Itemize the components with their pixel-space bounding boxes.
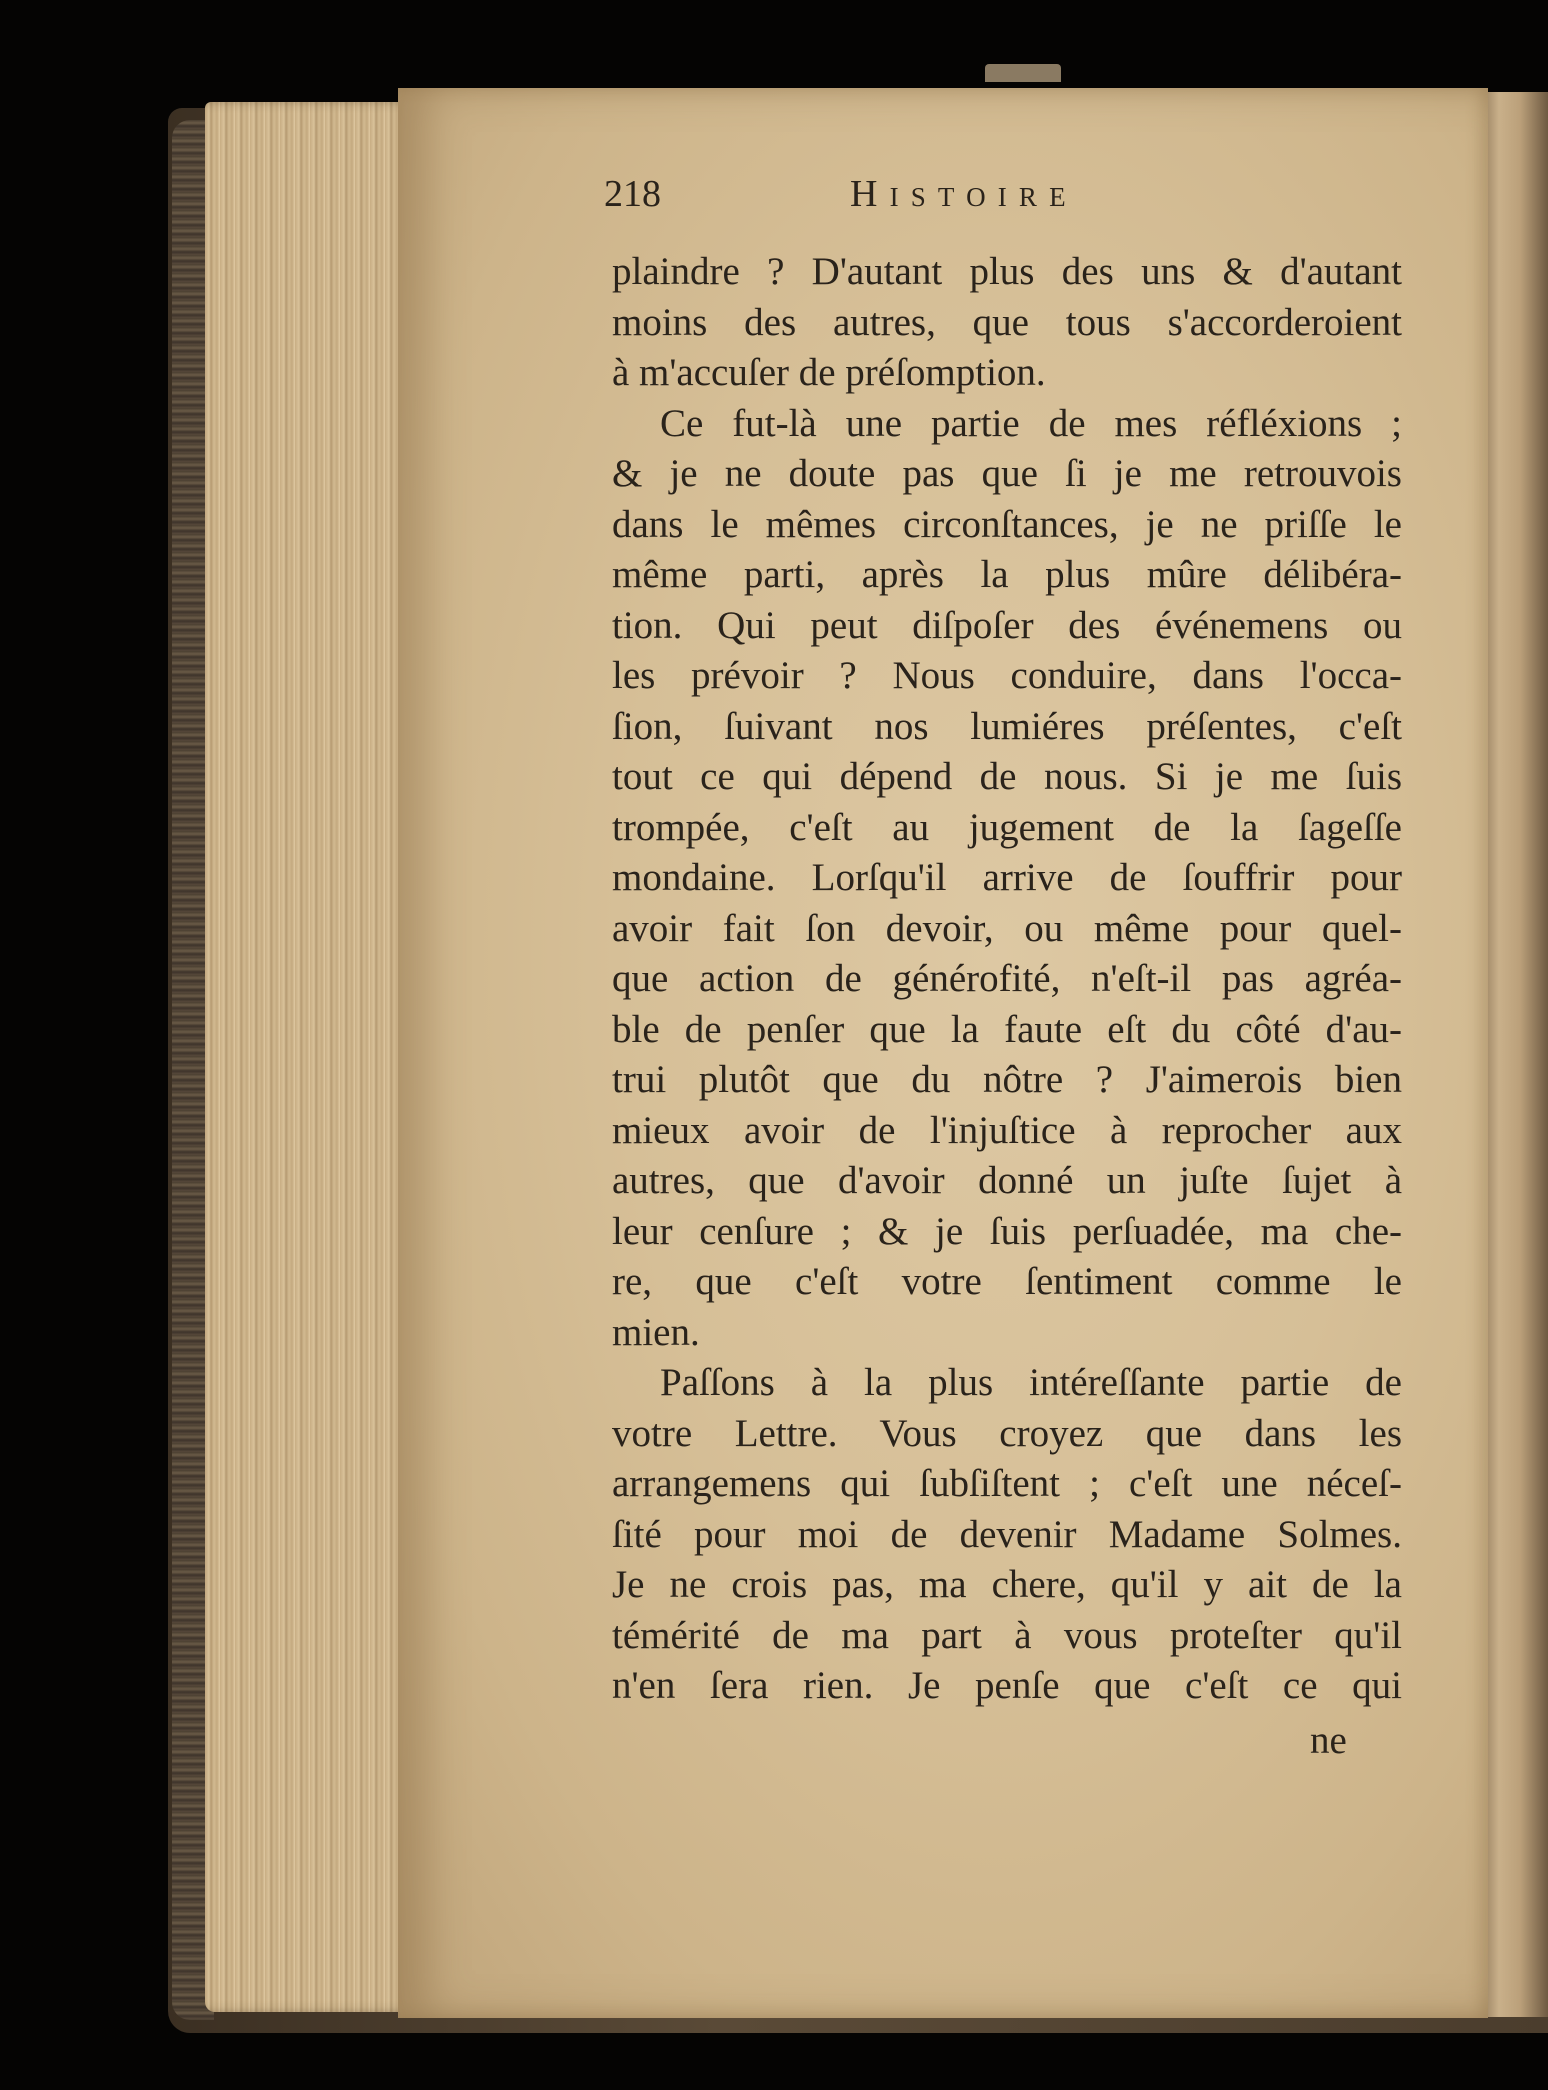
page-header: Histoire	[850, 173, 1078, 215]
running-head	[604, 172, 1394, 222]
text-line: Ce fut-là une partie de mes réfléxions ;	[660, 401, 1402, 445]
text-line: trui plutôt que du nôtre ? J'aimerois bien	[612, 1058, 1402, 1101]
text-line: trompée, c'eſt au jugement de la ſageſſe	[612, 805, 1402, 849]
text-line: avoir fait ſon devoir, ou même pour quel-	[612, 906, 1402, 950]
text-line: ſion, ſuivant nos lumiéres préſentes, c'eſt	[612, 704, 1402, 748]
text-line: tion. Qui peut diſpoſer des événemens ou	[612, 603, 1402, 647]
text-line: moins des autres, que tous s'accorderoient	[612, 300, 1402, 344]
text-line: que action de générofité, n'eſt-il pas agréa-	[612, 957, 1402, 1000]
text-line: à m'accuſer de préſomption.	[612, 351, 1046, 394]
text-line: n'en ſera rien. Je penſe que c'eſt ce qui	[612, 1664, 1402, 1707]
text-line: dans le mêmes circonſtances, je ne priſſe le	[612, 502, 1402, 546]
text-line: arrangemens qui ſubſiſtent ; c'eſt une néceſ-	[612, 1462, 1402, 1505]
text-line: les prévoir ? Nous conduire, dans l'occa-	[612, 654, 1402, 697]
text-line: même parti, après la plus mûre délibéra-	[612, 553, 1402, 596]
text-line: autres, que d'avoir donné un juſte ſujet à	[612, 1159, 1402, 1202]
text-line: Je ne crois pas, ma chere, qu'il y ait de la	[612, 1563, 1402, 1606]
text-line: Paſſons à la plus intéreſſante partie de	[660, 1361, 1402, 1404]
text-line: votre Lettre. Vous croyez que dans les	[612, 1411, 1402, 1455]
text-line: leur cenſure ; & je ſuis perſuadée, ma che-	[612, 1209, 1402, 1253]
text-line: tout ce qui dépend de nous. Si je me ſuis	[612, 755, 1402, 798]
text-line: & je ne doute pas que ſi je me retrouvois	[612, 452, 1402, 495]
bookmark-tab	[985, 64, 1061, 82]
catchword: ne	[1310, 1719, 1347, 1762]
text-line: mien.	[612, 1310, 700, 1354]
text-line: ſité pour moi de devenir Madame Solmes.	[612, 1512, 1402, 1556]
text-line: re, que c'eſt votre ſentiment comme le	[612, 1260, 1402, 1303]
page-number: 218	[604, 173, 661, 215]
text-line: ble de penſer que la faute eſt du côté d'au-	[612, 1007, 1402, 1051]
page-edges	[205, 102, 415, 2012]
text-line: mieux avoir de l'injuſtice à reprocher aux	[612, 1108, 1402, 1152]
text-line: plaindre ? D'autant plus des uns & d'autant	[612, 250, 1402, 293]
text-line: mondaine. Lorſqu'il arrive de ſouffrir pour	[612, 856, 1402, 899]
body-text	[612, 247, 1402, 1712]
facing-page-edge	[1478, 92, 1548, 2017]
text-line: témérité de ma part à vous proteſter qu'il	[612, 1613, 1402, 1657]
